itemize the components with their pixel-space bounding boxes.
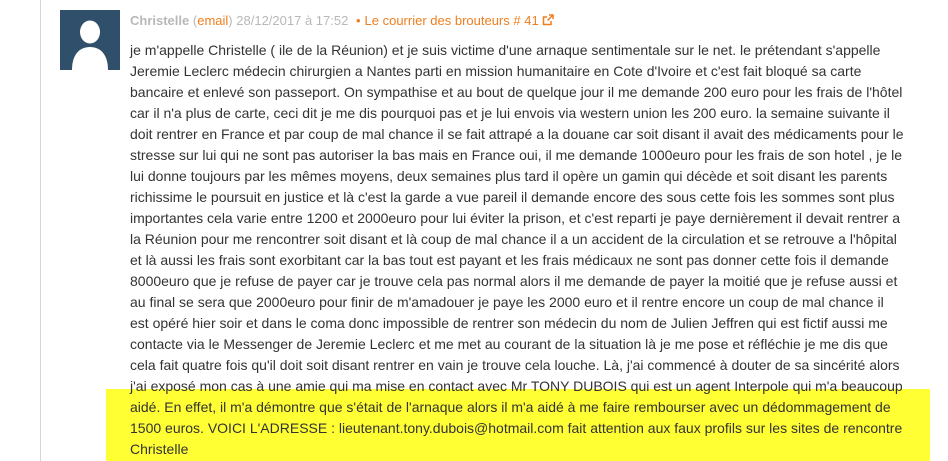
comment-line: 1500 euros. VOICI L'ADRESSE : lieutenant.tony.dubois@hotmail.com fait attention aux faux profils sur les sites de rencontre bbox=[130, 420, 903, 436]
comment-line: j'ai exposé mon cas à une amie qui ma mise en contact avec Mr TONY DUBOIS qui est un agent Interpole qui m'a beaucoup bbox=[130, 378, 903, 394]
comment-line: doit rentrer en France et par coup de mal chance il se fait attrapé a la douane car soit disant il avait des médicaments pour le bbox=[130, 126, 904, 142]
comment-line: 8000euro que je refuse de payer car je trouve cela pas normal alors il me demande de payer la moitié que je refuse aussi et bbox=[130, 273, 898, 289]
comment-body bbox=[130, 40, 930, 460]
comment-line: bancaire et enlevé son passeport. On sympathise et au bout de quelque jour il me demande 200 euro pour les frais de l'hôtel bbox=[130, 84, 903, 100]
meta-separator: • bbox=[355, 13, 361, 28]
comment-line: stresse sur lui qui ne sont pas autoriser la bas mais en France oui, il me demande 1000euro pour les frais de son hotel , je le bbox=[130, 147, 902, 163]
comment-line: cela fait quatre fois qu'il doit soit disant rentrer en vain je trouve cela louche. Là, j'ai commencé à douter de sa sincérité alors bbox=[130, 357, 900, 373]
author-email-link[interactable]: email bbox=[197, 13, 229, 28]
comment-meta bbox=[130, 13, 554, 29]
comment-date: 28/12/2017 à 17:52 bbox=[236, 13, 349, 28]
comment-line: importantes cela varie entre 1200 et 2000euro pour lui éviter la prison, et c'est reparti je paye dernièrement il devait rentrer a bbox=[130, 210, 900, 226]
comment-line: au final se sera que 2000euro pour finir de m'amadouer je paye les 2000 euro et il rentre encore un coup de mal chance il bbox=[130, 294, 884, 310]
comment-line: je m'appelle Christelle ( ile de la Réunion) et je suis victime d'une arnaque sentimentale sur le net. le prétendant s'appelle bbox=[130, 42, 881, 58]
comment-line: contacte via le Messenger de Jeremie Leclerc et me met au courant de la situation là je me pose et réfléchie je me dis que bbox=[130, 336, 888, 352]
avatar bbox=[60, 10, 120, 70]
email-open-paren: ( bbox=[192, 13, 198, 28]
source-article-link[interactable]: Le courrier des brouteurs # 41 bbox=[364, 13, 539, 28]
external-link-icon[interactable] bbox=[542, 14, 554, 26]
comment-line: Jeremie Leclerc médecin chirurgien a Nantes parti en mission humanitaire en Cote d'Ivoire et c'est fait bloqué sa carte bbox=[130, 63, 862, 79]
comment-author: Christelle bbox=[130, 13, 190, 28]
comment-line: la Réunion pour me rencontrer soit disant et là coup de mal chance il a un accident de la circulation et se retrouve a l'hôpital bbox=[130, 231, 897, 247]
comment-line: Christelle bbox=[130, 441, 189, 457]
comment-line: lui donne toujours par les mêmes moyens, deux semaines plus tard il opère un gamin qui décède et soit disant les parents bbox=[130, 168, 888, 184]
comment-line: aidé. En effet, il m'a démontre que s'était de l'arnaque alors il m'a aidé à me faire rembourser avec un dédommagement de bbox=[130, 399, 891, 415]
thread-indent-rule bbox=[40, 0, 41, 461]
user-silhouette-icon bbox=[60, 10, 120, 70]
email-close-paren: ) bbox=[228, 13, 233, 28]
comment-line: est opéré hier soir et dans le coma donc impossible de rentrer son médecin du nom de Julien Jeffren qui est fictif aussi me bbox=[130, 315, 888, 331]
comment-line: richissime le poursuit en justice et là c'est la garde a vue pareil il demande encore des sous cette fois les sommes sont plus bbox=[130, 189, 895, 205]
comment-line: et là aussi les frais sont exorbitant car la bas tout est payant et les frais médicaux ne sont pas donner cette fois il demande bbox=[130, 252, 889, 268]
comment-line: car il n'a plus de carte, ceci dit je me dis pourquoi pas et je lui envois via western union les 200 euro. la semaine suivante il bbox=[130, 105, 890, 121]
